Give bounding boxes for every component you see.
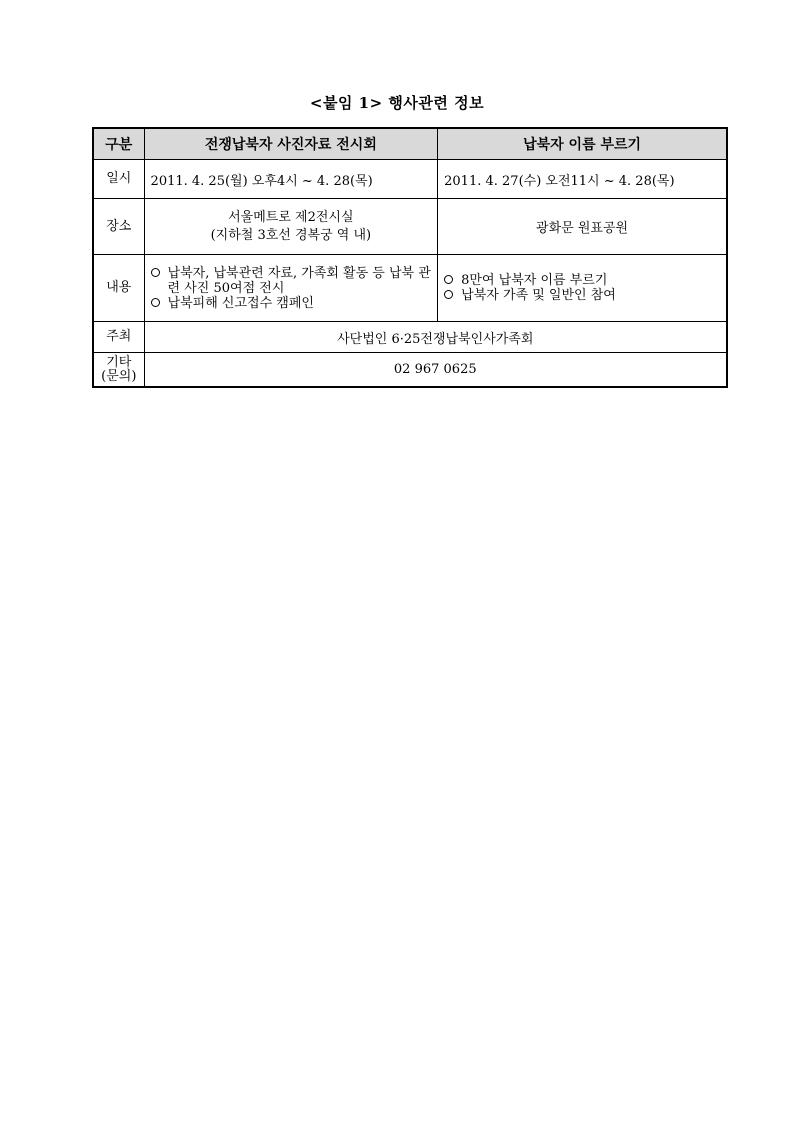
table-row-place bbox=[93, 199, 727, 255]
place-label: 장소 bbox=[93, 199, 144, 255]
table-row-date bbox=[93, 160, 727, 199]
name-calling-date: 2011. 4. 27(수) 오전11시 ~ 4. 28(목) bbox=[438, 160, 727, 199]
exhibition-content bbox=[144, 255, 438, 322]
page-title: <붙임 1> 행사관련 정보 bbox=[309, 94, 485, 112]
list-item bbox=[151, 266, 432, 296]
header-name-calling: 납북자 이름 부르기 bbox=[438, 128, 727, 160]
exhibition-place bbox=[144, 199, 438, 255]
list-item bbox=[151, 296, 432, 311]
table-row-etc bbox=[93, 353, 727, 388]
header-category: 구분 bbox=[93, 128, 144, 160]
list-item-text: 납북자, 납북관련 자료, 가족회 활동 등 납북 관련 사진 50여점 전시 bbox=[167, 265, 431, 296]
exhibition-date: 2011. 4. 25(월) 오후4시 ~ 4. 28(목) bbox=[144, 160, 438, 199]
name-calling-place: 광화문 원표공원 bbox=[438, 199, 727, 255]
list-item-text: 8만여 납북자 이름 부르기 bbox=[461, 273, 608, 288]
circle-bullet-icon bbox=[444, 290, 453, 299]
circle-bullet-icon bbox=[151, 298, 160, 307]
exhibition-place-line1: 서울메트로 제2전시실 bbox=[228, 209, 354, 225]
etc-label-line1: 기타 bbox=[106, 354, 132, 370]
contact-phone: 02 967 0625 bbox=[144, 353, 727, 388]
event-info-table bbox=[92, 127, 728, 388]
circle-bullet-icon bbox=[444, 275, 453, 284]
list-item bbox=[444, 288, 720, 303]
table-row-content bbox=[93, 255, 727, 322]
date-label: 일시 bbox=[93, 160, 144, 199]
list-item-text: 납북피해 신고접수 캠페인 bbox=[167, 295, 314, 311]
content-label: 내용 bbox=[93, 255, 144, 322]
header-photo-exhibition: 전쟁납북자 사진자료 전시회 bbox=[144, 128, 438, 160]
host-label: 주최 bbox=[93, 322, 144, 353]
etc-label bbox=[93, 353, 144, 388]
name-calling-content bbox=[438, 255, 727, 322]
exhibition-place-line2: (지하철 3호선 경복궁 역 내) bbox=[210, 227, 372, 243]
circle-bullet-icon bbox=[151, 268, 160, 277]
table-row-host bbox=[93, 322, 727, 353]
etc-label-line2: (문의) bbox=[101, 368, 137, 384]
list-item-text: 납북자 가족 및 일반인 참여 bbox=[461, 288, 616, 303]
list-item bbox=[444, 273, 720, 288]
table-header-row bbox=[93, 128, 727, 160]
host-value: 사단법인 6·25전쟁납북인사가족회 bbox=[144, 322, 727, 353]
